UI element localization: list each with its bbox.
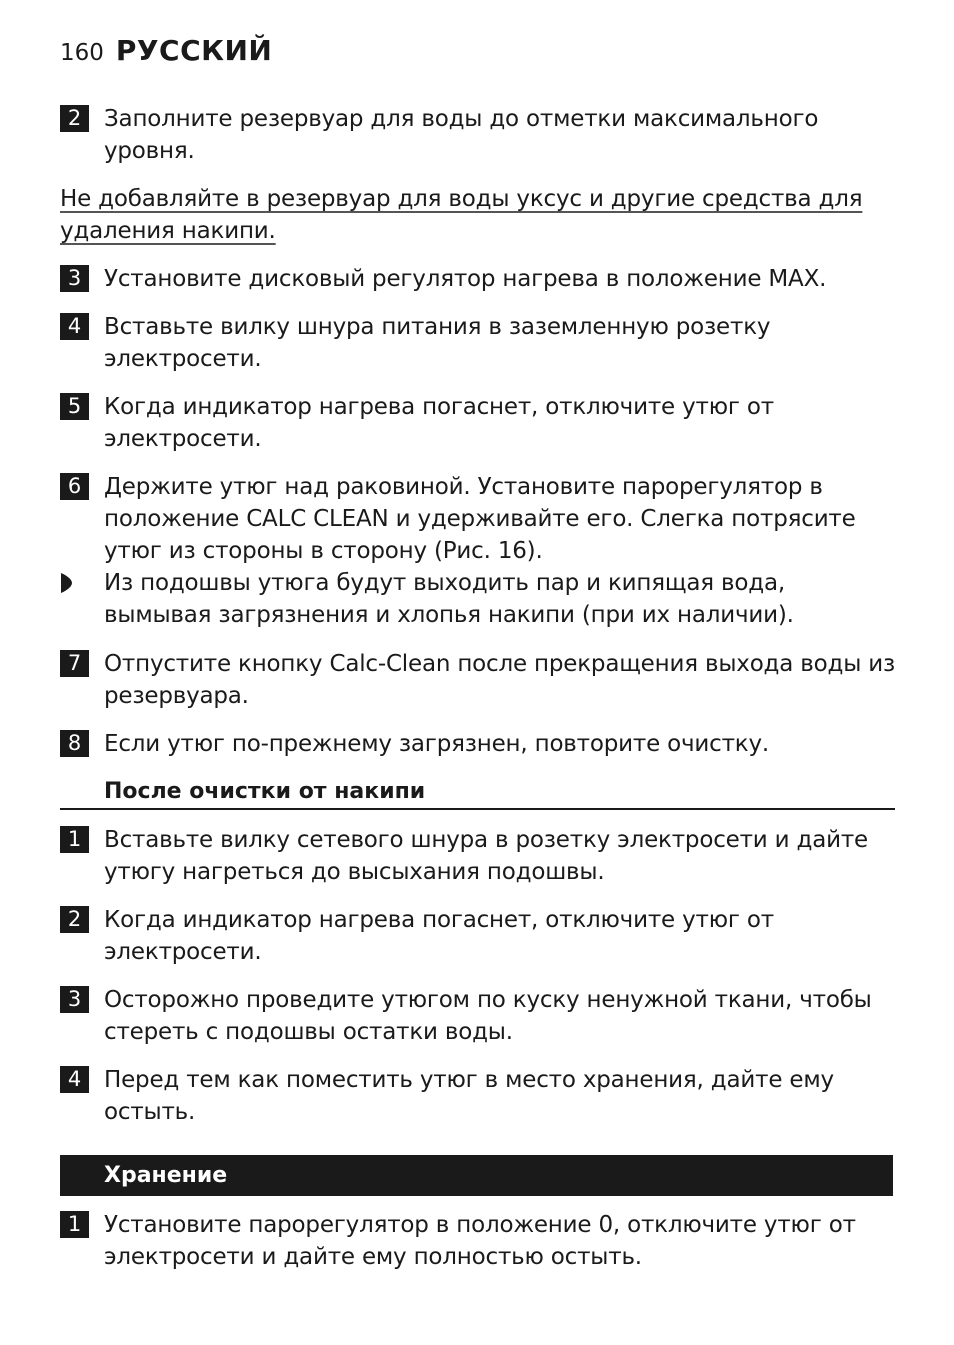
page-header — [60, 34, 272, 67]
storage-section-heading: Хранение — [60, 1155, 893, 1196]
result-note — [60, 567, 898, 631]
after-descaling-heading: После очистки от накипи — [60, 776, 895, 810]
step-text: Когда индикатор нагрева погаснет, отключите утюг от электросети. — [104, 394, 774, 452]
step-number-badge: 4 — [60, 1066, 89, 1093]
step-8 — [60, 728, 898, 760]
step-2 — [60, 103, 898, 167]
step-text: Установите дисковый регулятор нагрева в положение MAX. — [104, 266, 827, 292]
step-text: Вставьте вилку сетевого шнура в розетку электросети и дайте утюгу нагреться до высыхания подошвы. — [104, 827, 869, 885]
step-text: Заполните резервуар для воды до отметки максимального уровня. — [104, 106, 819, 164]
step-text: Когда индикатор нагрева погаснет, отключите утюг от электросети. — [104, 907, 774, 965]
step-6 — [60, 471, 898, 567]
step-number-badge: 6 — [60, 473, 89, 500]
after-step-1 — [60, 824, 898, 888]
step-number-badge: 1 — [60, 826, 89, 853]
step-number-badge: 1 — [60, 1211, 89, 1238]
after-step-2 — [60, 904, 898, 968]
step-5 — [60, 391, 898, 455]
warning-note — [60, 183, 875, 247]
page-number: 160 — [60, 40, 104, 66]
warning-text: Не добавляйте в резервуар для воды уксус и другие средства для удаления накипи. — [60, 186, 863, 244]
step-text: Перед тем как поместить утюг в место хранения, дайте ему остыть. — [104, 1067, 834, 1125]
step-number-badge: 4 — [60, 313, 89, 340]
step-text: Если утюг по-прежнему загрязнен, повторите очистку. — [104, 731, 770, 757]
step-text: Установите парорегулятор в положение 0, отключите утюг от электросети и дайте ему полностью остыть. — [104, 1212, 856, 1270]
step-number-badge: 7 — [60, 650, 89, 677]
step-text: Осторожно проведите утюгом по куску ненужной ткани, чтобы стереть с подошвы остатки воды. — [104, 987, 872, 1045]
step-number-badge: 2 — [60, 906, 89, 933]
storage-step-1 — [60, 1209, 898, 1273]
after-step-3 — [60, 984, 898, 1048]
result-triangle-icon — [60, 567, 104, 604]
step-7 — [60, 648, 898, 712]
result-triangle-shape — [60, 572, 74, 594]
page-language-title: РУССКИЙ — [115, 34, 273, 67]
step-number-badge: 2 — [60, 105, 89, 132]
step-number-badge: 3 — [60, 986, 89, 1013]
after-step-4 — [60, 1064, 898, 1128]
result-text: Из подошвы утюга будут выходить пар и кипящая вода, вымывая загрязнения и хлопья накипи (при их наличии). — [104, 570, 794, 628]
step-text: Вставьте вилку шнура питания в заземленную розетку электросети. — [104, 314, 771, 372]
step-4 — [60, 311, 898, 375]
step-3 — [60, 263, 898, 295]
step-number-badge: 8 — [60, 730, 89, 757]
step-number-badge: 3 — [60, 265, 89, 292]
step-text: Держите утюг над раковиной. Установите парорегулятор в положение CALC CLEAN и удерживайте его. Слегка потрясите утюг из стороны в сторону (Рис. 16). — [104, 474, 856, 564]
step-number-badge: 5 — [60, 393, 89, 420]
step-text: Отпустите кнопку Calc-Clean после прекращения выхода воды из резервуара. — [104, 651, 896, 709]
